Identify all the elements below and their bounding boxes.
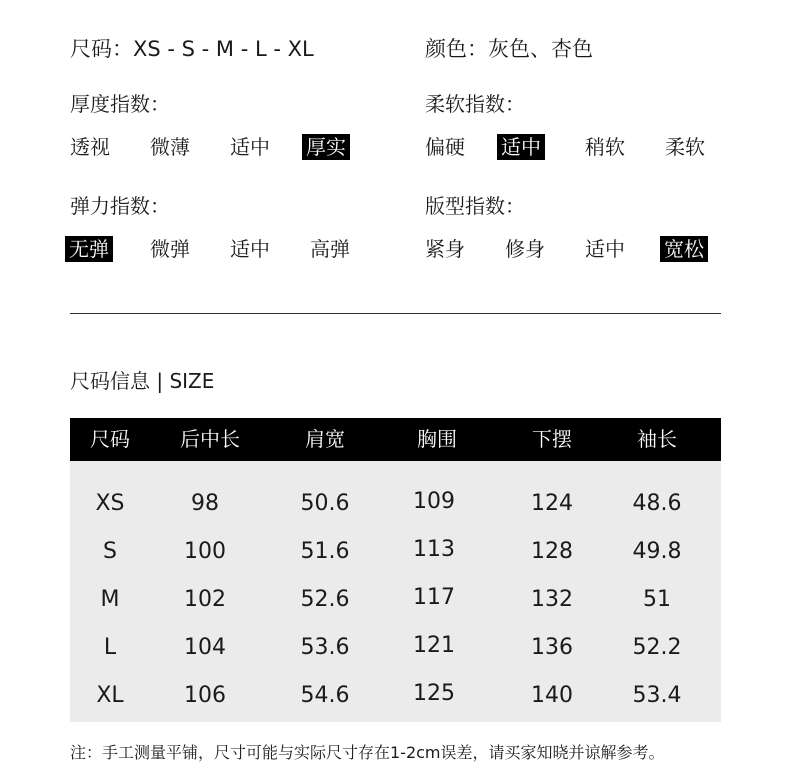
table-cell: 113 [413,537,455,562]
table-cell: 121 [413,633,455,658]
size-table-body [70,461,721,722]
table-cell: 51.6 [300,539,350,564]
table-cell: 53.6 [300,635,350,660]
table-cell: L [103,635,117,660]
table-cell: 125 [413,681,455,706]
elasticity-index-label: 弹力指数： [70,194,170,218]
elasticity-option-none-selected: 无弹 [65,236,113,262]
fit-option-tight: 紧身 [425,237,465,261]
size-table-header [70,418,721,461]
table-cell: 54.6 [300,683,350,708]
color-spec [425,36,593,62]
column-header-hem: 下摆 [532,427,572,451]
table-cell: 53.4 [632,683,682,708]
table-cell: 102 [184,587,226,612]
table-cell: 124 [531,491,573,516]
table-cell: 50.6 [300,491,350,516]
thickness-option-see-through: 透视 [70,135,110,159]
fit-option-medium: 适中 [585,237,625,261]
table-cell: XS [95,491,125,516]
color-spec-value: 灰色、杏色 [488,37,593,61]
thickness-option-medium: 适中 [230,135,270,159]
table-cell: 109 [413,489,455,514]
color-spec-label: 颜色： [425,37,488,61]
elasticity-option-slight: 微弹 [150,237,190,261]
table-cell: XL [96,683,124,708]
table-cell: 49.8 [632,539,682,564]
table-cell: 51 [643,587,671,612]
column-header-chest: 胸围 [417,427,457,451]
table-cell: 98 [191,491,219,516]
column-header-sleeve: 袖长 [637,427,677,451]
table-cell: 136 [531,635,573,660]
table-cell: 140 [531,683,573,708]
thickness-option-thick-selected: 厚实 [302,134,350,160]
table-cell: 100 [184,539,226,564]
table-cell: 106 [184,683,226,708]
softness-index-label: 柔软指数： [425,92,525,116]
column-header-size: 尺码 [90,427,130,451]
softness-option-stiff: 偏硬 [425,135,465,159]
fit-index-label: 版型指数： [425,194,525,218]
table-cell: M [100,587,120,612]
size-spec [70,36,314,62]
size-spec-value: XS - S - M - L - XL [133,37,314,61]
table-cell: S [103,539,117,564]
thickness-index-label: 厚度指数： [70,92,170,116]
column-header-back-length: 后中长 [180,427,240,451]
softness-option-soft: 柔软 [665,135,705,159]
section-divider [70,313,721,314]
size-info-title: 尺码信息 | SIZE [70,369,215,393]
table-cell: 48.6 [632,491,682,516]
softness-option-medium-selected: 适中 [497,134,545,160]
column-header-shoulder: 肩宽 [305,427,345,451]
table-cell: 117 [413,585,455,610]
softness-option-slightly-soft: 稍软 [585,135,625,159]
size-spec-label: 尺码： [70,37,133,61]
table-cell: 104 [184,635,226,660]
table-cell: 132 [531,587,573,612]
table-cell: 128 [531,539,573,564]
table-cell: 52.6 [300,587,350,612]
elasticity-option-high: 高弹 [310,237,350,261]
elasticity-option-medium: 适中 [230,237,270,261]
thickness-option-thin: 微薄 [150,135,190,159]
table-cell: 52.2 [632,635,682,660]
fit-option-loose-selected: 宽松 [660,236,708,262]
fit-option-slim: 修身 [505,237,545,261]
measurement-note: 注：手工测量平铺，尺寸可能与实际尺寸存在1-2cm误差，请买家知晓并谅解参考。 [70,743,665,762]
